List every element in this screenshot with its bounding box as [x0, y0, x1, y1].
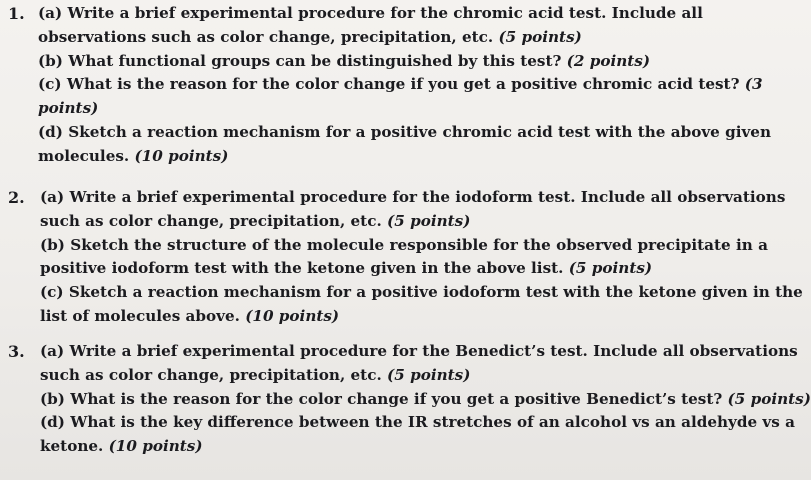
- question-body: [40, 186, 803, 329]
- question-number: 2.: [8, 188, 25, 207]
- question-line: such as color change, precipitation, etc. (5 points): [40, 365, 471, 384]
- question-line: (a) Write a brief experimental procedure for the iodoform test. Include all observations: [40, 188, 786, 206]
- question-line: (b) What is the reason for the color change if you get a positive Benedict’s test? (5 points): [40, 389, 811, 408]
- question-line: (b) Sketch the structure of the molecule responsible for the observed precipitate in a: [40, 235, 768, 254]
- question-line: molecules. (10 points): [38, 146, 229, 165]
- question-line: (c) What is the reason for the color change if you get a positive chromic acid test? (3: [38, 75, 763, 94]
- question-line: (d) What is the key difference between the IR stretches of an alcohol vs an aldehyde vs a: [40, 413, 795, 432]
- question-line: points): [38, 99, 99, 118]
- question-line: observations such as color change, precipitation, etc. (5 points): [38, 27, 582, 46]
- question-line: list of molecules above. (10 points): [40, 306, 340, 325]
- question-number: 1.: [8, 4, 25, 23]
- question-line: (b) What functional groups can be distinguished by this test? (2 points): [38, 51, 651, 70]
- question-body: [38, 2, 772, 169]
- question-line: (c) Sketch a reaction mechanism for a positive iodoform test with the ketone given in the: [40, 283, 803, 302]
- question-line: (a) Write a brief experimental procedure for the chromic acid test. Include all: [38, 4, 703, 22]
- question-body: [40, 340, 811, 459]
- question-line: ketone. (10 points): [40, 437, 203, 456]
- question-line: positive iodoform test with the ketone given in the above list. (5 points): [40, 259, 653, 278]
- question-line: such as color change, precipitation, etc. (5 points): [40, 211, 471, 230]
- question-line: (d) Sketch a reaction mechanism for a positive chromic acid test with the above given: [38, 122, 772, 141]
- question-number: 3.: [8, 342, 25, 361]
- question-line: (a) Write a brief experimental procedure for the Benedict’s test. Include all observations: [40, 342, 798, 360]
